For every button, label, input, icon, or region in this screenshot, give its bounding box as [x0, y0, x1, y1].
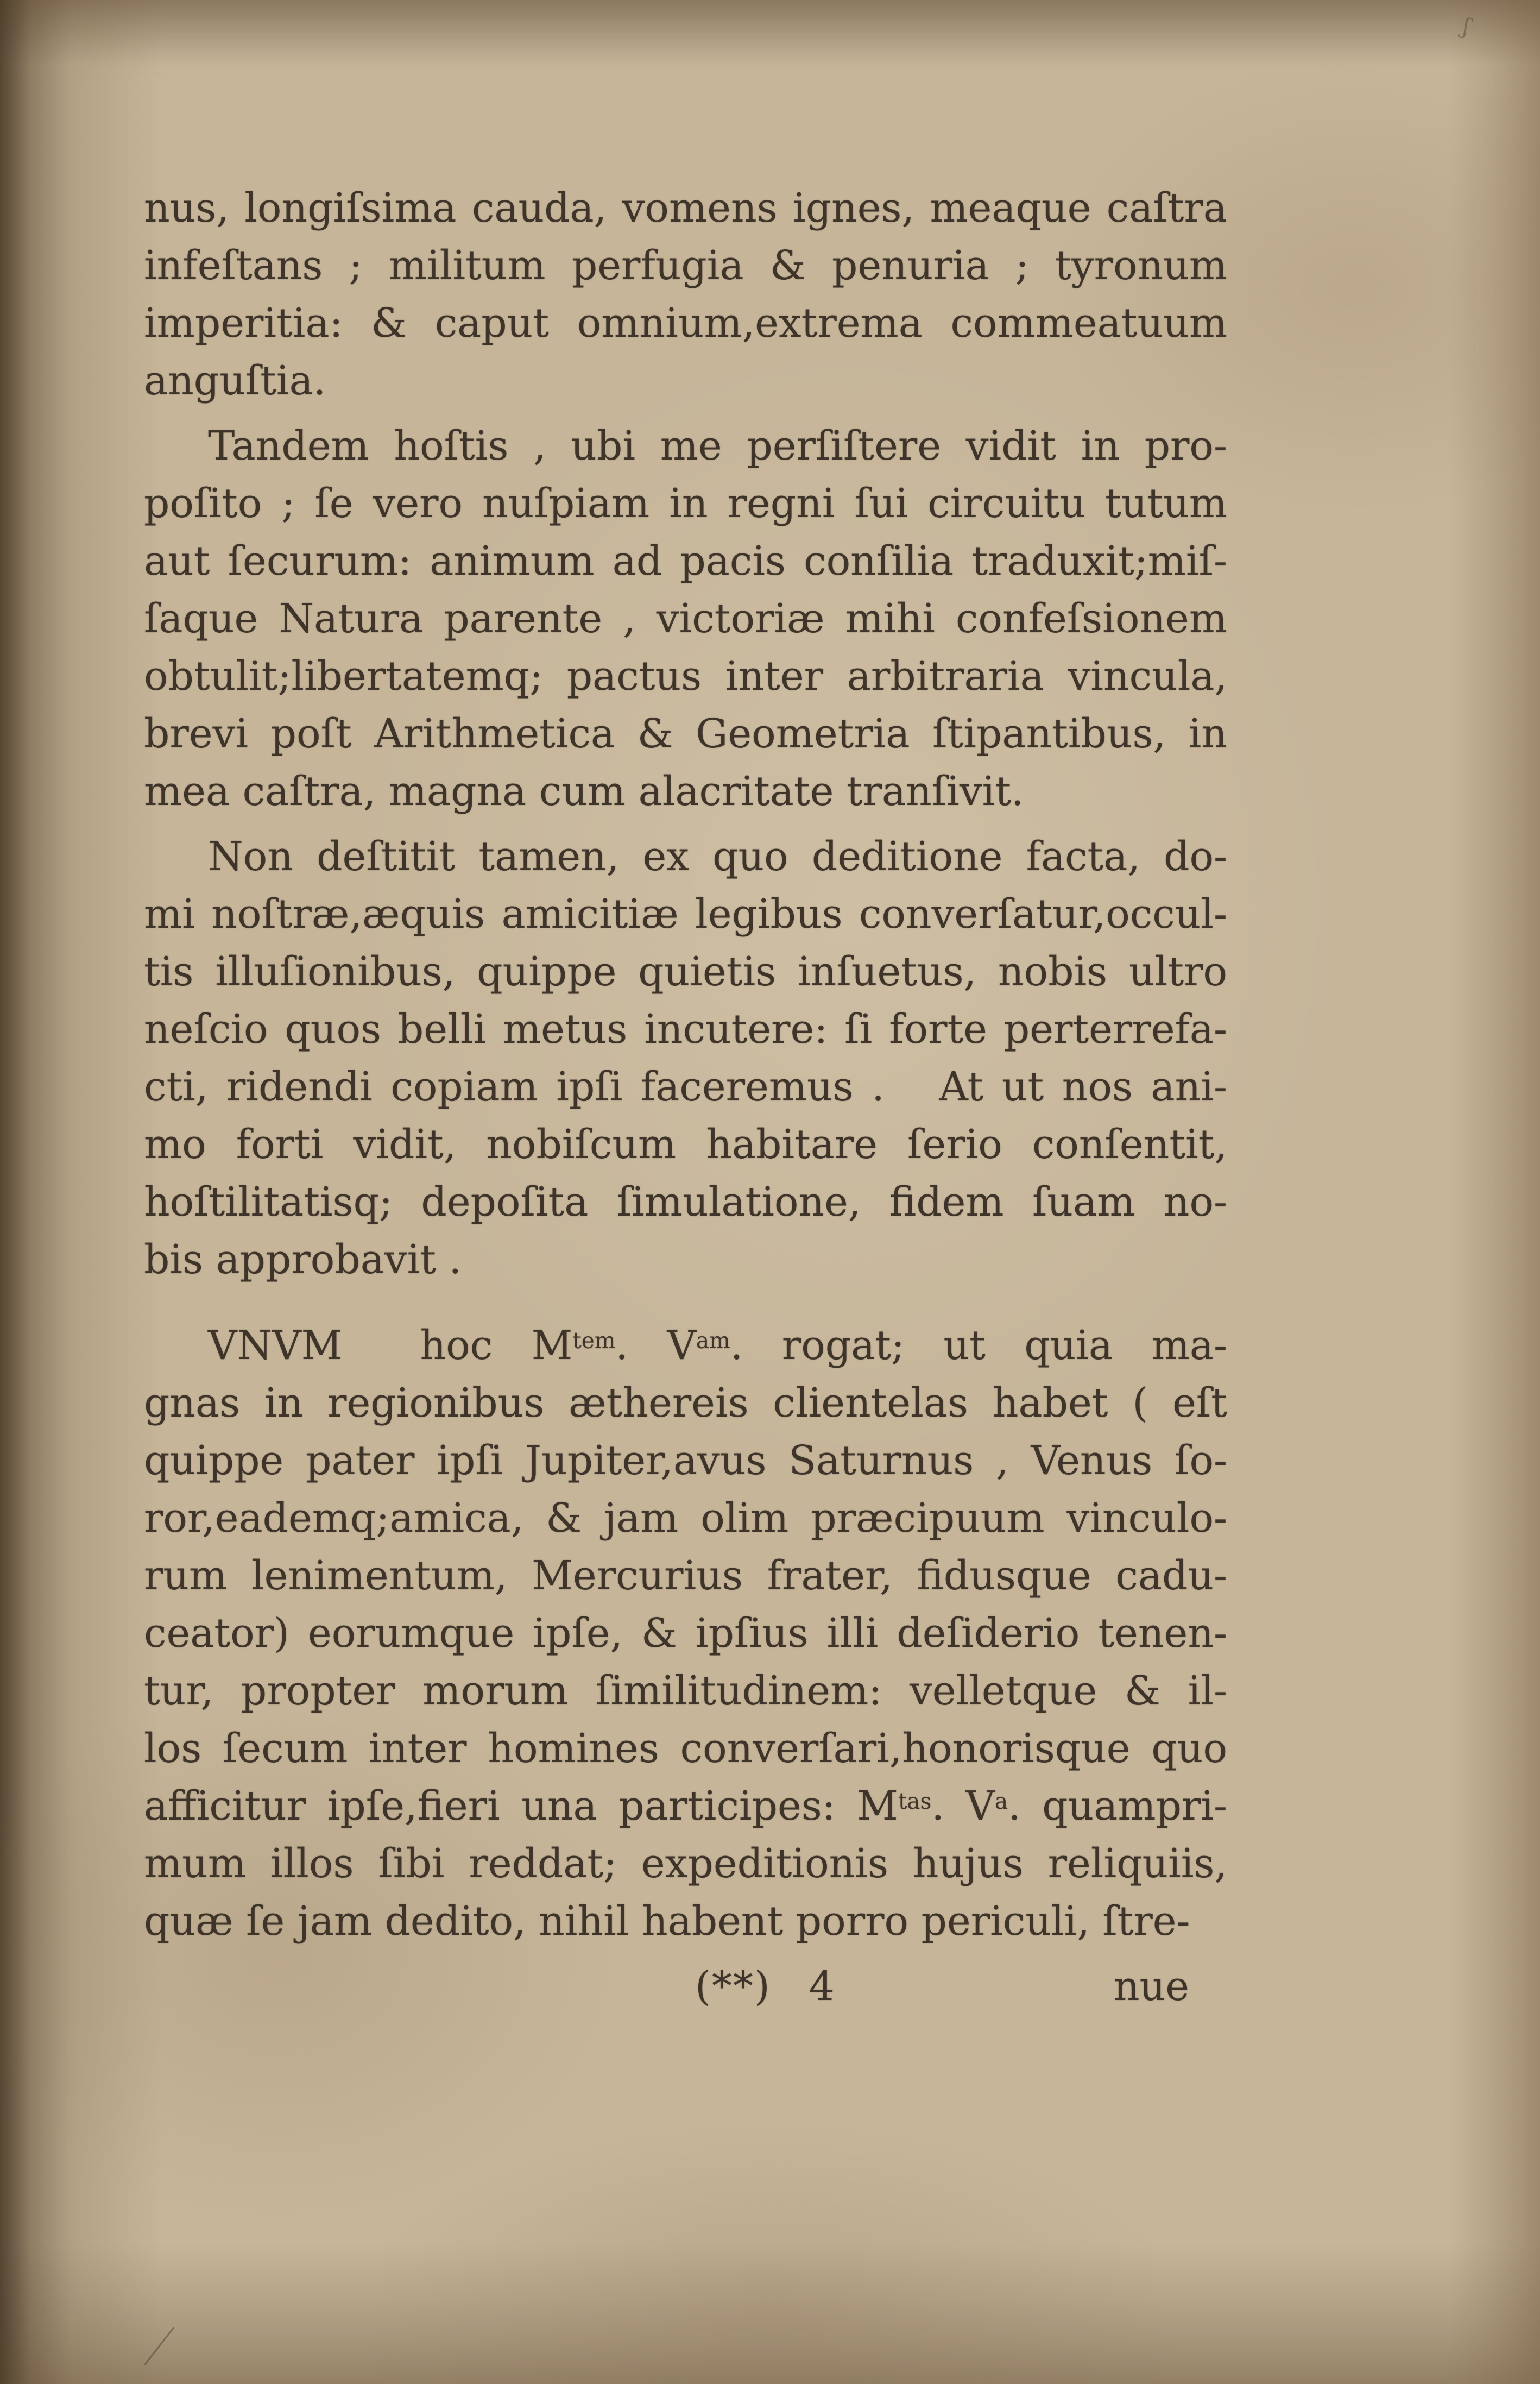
sheet-number: 4: [809, 1963, 836, 2010]
paragraph: [144, 417, 1227, 820]
paragraph: [144, 179, 1227, 410]
superscript-abbreviation: tas: [898, 1788, 932, 1814]
text-line: neſcio quos belli metus incutere: ſi forte perterrefa-: [144, 1006, 1227, 1053]
pencil-corner-mark: ʃ: [1459, 12, 1474, 40]
text-line: quæ ſe jam dedito, nihil habent porro periculi, ſtre-: [144, 1898, 1190, 1945]
text-line: bis approbavit .: [144, 1236, 462, 1283]
page-footer: [144, 1958, 1227, 2015]
text-line: mi noſtræ,æquis amicitiæ legibus converſatur,occul-: [144, 891, 1227, 938]
text-line: brevi poſt Arithmetica & Geometria ſtipantibus, in: [144, 710, 1227, 757]
signature-mark: [695, 1958, 836, 2015]
paragraph: [144, 828, 1227, 1288]
stray-fiber-mark: [144, 2326, 175, 2365]
text-line: ſaque Natura parente , victoriæ mihi confeſsionem: [144, 595, 1227, 642]
signature-symbol: (**): [695, 1963, 771, 2010]
text-line: hoſtilitatisq; depoſita ſimulatione, fidem ſuam no-: [144, 1179, 1227, 1225]
text-line: rum lenimentum, Mercurius frater, fidusque cadu-: [144, 1552, 1227, 1599]
text-line: obtulit;libertatemq; pactus inter arbitraria vincula,: [144, 653, 1227, 700]
text-line: anguſtia.: [144, 357, 326, 404]
text-line: gnas in regionibus æthereis clientelas habet ( eſt: [144, 1380, 1227, 1426]
paragraph: [144, 1317, 1227, 1950]
text-line: nus, longiſsima cauda, vomens ignes, meaque caſtra: [144, 185, 1227, 231]
text-line: poſito ; ſe vero nuſpiam in regni ſui circuitu tutum: [144, 480, 1227, 527]
text-line: mo forti vidit, nobiſcum habitare ſerio conſentit,: [144, 1121, 1227, 1168]
text-line: VNVM hoc $M^{tem}$. $V^{am}$. rogat; ut quia ma-: [208, 1322, 1227, 1369]
text-line: Tandem hoſtis , ubi me perſiſtere vidit in pro-: [208, 423, 1227, 469]
text-line: mum illos ſibi reddat; expeditionis hujus reliquiis,: [144, 1840, 1227, 1887]
text-line: Non deſtitit tamen, ex quo deditione facta, do-: [208, 833, 1227, 880]
text-line: tur, propter morum ſimilitudinem: velletque & il-: [144, 1668, 1227, 1714]
text-line: los ſecum inter homines converſari,honorisque quo: [144, 1725, 1227, 1772]
text-line: infeſtans ; militum perfugia & penuria ; tyronum: [144, 242, 1227, 289]
superscript-abbreviation: am: [696, 1327, 730, 1354]
catchword: nue: [1113, 1963, 1189, 2010]
text-line: aut ſecurum: animum ad pacis conſilia traduxit;miſ-: [144, 538, 1227, 584]
text-line: cti, ridendi copiam ipſi faceremus . At ut nos ani-: [144, 1064, 1227, 1110]
text-line: tis illuſionibus, quippe quietis inſuetus, nobis ultro: [144, 948, 1227, 995]
text-line: afficitur ipſe,fieri una participes: $M^{tas}$. $V^a$. quampri-: [144, 1783, 1228, 1829]
text-line: ror,eademq;amica, & jam olim præcipuum vinculo-: [144, 1495, 1227, 1542]
text-line: imperitia: & caput omnium,extrema commeatuum: [144, 300, 1227, 347]
superscript-abbreviation: tem: [572, 1327, 616, 1354]
superscript-abbreviation: a: [994, 1788, 1008, 1814]
text-line: mea caſtra, magna cum alacritate tranſivit.: [144, 768, 1024, 815]
text-line: quippe pater ipſi Jupiter,avus Saturnus , Venus ſo-: [144, 1437, 1227, 1484]
text-line: ceator) eorumque ipſe, & ipſius illi deſiderio tenen-: [144, 1610, 1227, 1657]
text-block: [144, 179, 1227, 2015]
